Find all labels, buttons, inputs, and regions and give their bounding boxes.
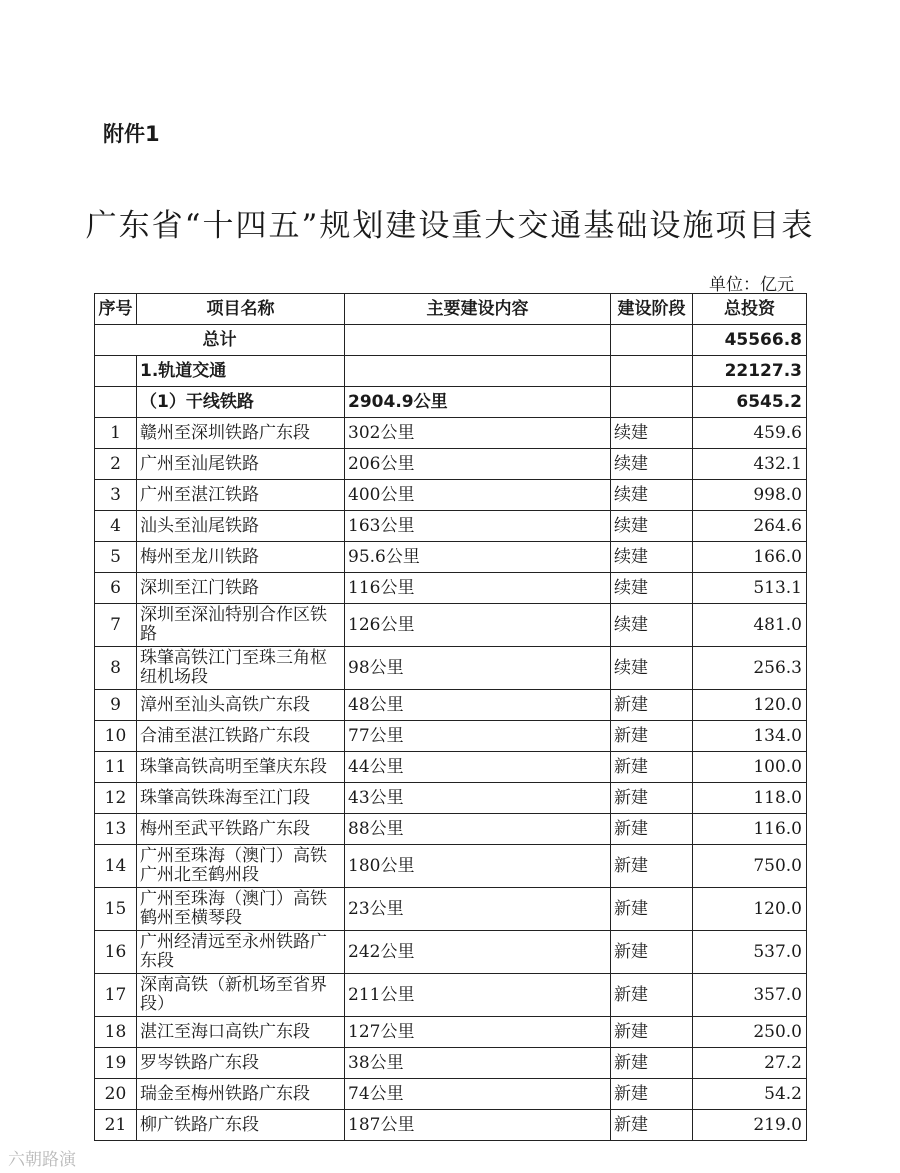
row-no: 7: [95, 604, 137, 647]
row-amount: 219.0: [693, 1110, 807, 1141]
row-content: 43公里: [345, 783, 611, 814]
row-name: 广州至汕尾铁路: [137, 449, 345, 480]
row-amount: 264.6: [693, 511, 807, 542]
row-content: 400公里: [345, 480, 611, 511]
table-row: [95, 690, 807, 721]
header-content: 主要建设内容: [345, 294, 611, 325]
row-content: 187公里: [345, 1110, 611, 1141]
category-label: 1.轨道交通: [137, 356, 345, 387]
row-no: 3: [95, 480, 137, 511]
header-no: 序号: [95, 294, 137, 325]
row-amount: 432.1: [693, 449, 807, 480]
subcategory-stage: [611, 387, 693, 418]
row-no: 16: [95, 931, 137, 974]
row-amount: 116.0: [693, 814, 807, 845]
row-content: 88公里: [345, 814, 611, 845]
row-no: 12: [95, 783, 137, 814]
subcategory-content: 2904.9公里: [345, 387, 611, 418]
row-amount: 459.6: [693, 418, 807, 449]
row-stage: 新建: [611, 974, 693, 1017]
row-stage: 续建: [611, 604, 693, 647]
row-content: 77公里: [345, 721, 611, 752]
row-no: 5: [95, 542, 137, 573]
row-name: 深圳至江门铁路: [137, 573, 345, 604]
row-no: 14: [95, 845, 137, 888]
row-name: 柳广铁路广东段: [137, 1110, 345, 1141]
row-amount: 513.1: [693, 573, 807, 604]
row-name: 深南高铁（新机场至省界段）: [137, 974, 345, 1017]
row-no: 19: [95, 1048, 137, 1079]
attachment-label: 附件1: [103, 122, 160, 146]
row-no: 20: [95, 1079, 137, 1110]
table-row: [95, 1079, 807, 1110]
row-content: 23公里: [345, 888, 611, 931]
category-no: [95, 356, 137, 387]
row-content: 211公里: [345, 974, 611, 1017]
table-row: [95, 721, 807, 752]
row-no: 21: [95, 1110, 137, 1141]
table-row: [95, 783, 807, 814]
row-content: 98公里: [345, 647, 611, 690]
row-stage: 新建: [611, 1110, 693, 1141]
row-stage: 新建: [611, 845, 693, 888]
page-title: 广东省“十四五”规划建设重大交通基础设施项目表: [85, 208, 815, 244]
table-row: [95, 1110, 807, 1141]
row-content: 180公里: [345, 845, 611, 888]
row-name: 湛江至海口高铁广东段: [137, 1017, 345, 1048]
row-no: 6: [95, 573, 137, 604]
row-content: 126公里: [345, 604, 611, 647]
row-name: 珠肇高铁珠海至江门段: [137, 783, 345, 814]
row-stage: 新建: [611, 721, 693, 752]
category-amount: 22127.3: [693, 356, 807, 387]
header-amount: 总投资: [693, 294, 807, 325]
row-content: 48公里: [345, 690, 611, 721]
table-row: [95, 845, 807, 888]
header-stage: 建设阶段: [611, 294, 693, 325]
table-row: [95, 931, 807, 974]
table-row: [95, 480, 807, 511]
row-no: 17: [95, 974, 137, 1017]
row-name: 珠肇高铁江门至珠三角枢纽机场段: [137, 647, 345, 690]
row-amount: 134.0: [693, 721, 807, 752]
row-stage: 续建: [611, 647, 693, 690]
table-row: [95, 814, 807, 845]
row-name: 合浦至湛江铁路广东段: [137, 721, 345, 752]
row-no: 8: [95, 647, 137, 690]
row-no: 9: [95, 690, 137, 721]
table-row: [95, 647, 807, 690]
row-stage: 新建: [611, 1017, 693, 1048]
row-stage: 新建: [611, 814, 693, 845]
row-content: 44公里: [345, 752, 611, 783]
row-name: 广州至湛江铁路: [137, 480, 345, 511]
row-amount: 250.0: [693, 1017, 807, 1048]
row-amount: 357.0: [693, 974, 807, 1017]
subcategory-amount: 6545.2: [693, 387, 807, 418]
row-name: 瑞金至梅州铁路广东段: [137, 1079, 345, 1110]
row-no: 4: [95, 511, 137, 542]
table-row: [95, 573, 807, 604]
row-content: 116公里: [345, 573, 611, 604]
category-stage: [611, 356, 693, 387]
header-name: 项目名称: [137, 294, 345, 325]
table-row: [95, 1048, 807, 1079]
row-stage: 续建: [611, 542, 693, 573]
row-content: 242公里: [345, 931, 611, 974]
row-stage: 新建: [611, 783, 693, 814]
category-row: [95, 356, 807, 387]
row-name: 广州至珠海（澳门）高铁广州北至鹤州段: [137, 845, 345, 888]
table-row: [95, 511, 807, 542]
table-row: [95, 418, 807, 449]
subcategory-label: （1）干线铁路: [137, 387, 345, 418]
watermark: 六朝路演: [8, 1150, 76, 1170]
row-name: 深圳至深汕特别合作区铁路: [137, 604, 345, 647]
row-content: 38公里: [345, 1048, 611, 1079]
total-row: [95, 325, 807, 356]
row-stage: 新建: [611, 931, 693, 974]
row-no: 10: [95, 721, 137, 752]
row-name: 梅州至武平铁路广东段: [137, 814, 345, 845]
row-amount: 256.3: [693, 647, 807, 690]
row-content: 163公里: [345, 511, 611, 542]
row-content: 74公里: [345, 1079, 611, 1110]
total-content: [345, 325, 611, 356]
table-row: [95, 752, 807, 783]
table-row: [95, 888, 807, 931]
row-amount: 998.0: [693, 480, 807, 511]
row-stage: 新建: [611, 1079, 693, 1110]
total-amount: 45566.8: [693, 325, 807, 356]
table-row: [95, 604, 807, 647]
row-stage: 续建: [611, 480, 693, 511]
category-content: [345, 356, 611, 387]
row-name: 广州至珠海（澳门）高铁鹤州至横琴段: [137, 888, 345, 931]
row-stage: 续建: [611, 511, 693, 542]
row-name: 漳州至汕头高铁广东段: [137, 690, 345, 721]
row-no: 2: [95, 449, 137, 480]
row-stage: 新建: [611, 888, 693, 931]
row-content: 302公里: [345, 418, 611, 449]
row-name: 罗岑铁路广东段: [137, 1048, 345, 1079]
row-stage: 新建: [611, 1048, 693, 1079]
row-amount: 120.0: [693, 690, 807, 721]
table-row: [95, 1017, 807, 1048]
total-stage: [611, 325, 693, 356]
row-stage: 续建: [611, 573, 693, 604]
row-stage: 续建: [611, 449, 693, 480]
row-content: 127公里: [345, 1017, 611, 1048]
row-content: 206公里: [345, 449, 611, 480]
row-stage: 新建: [611, 752, 693, 783]
table-row: [95, 542, 807, 573]
row-name: 梅州至龙川铁路: [137, 542, 345, 573]
row-name: 珠肇高铁高明至肇庆东段: [137, 752, 345, 783]
row-amount: 118.0: [693, 783, 807, 814]
row-stage: 新建: [611, 690, 693, 721]
row-content: 95.6公里: [345, 542, 611, 573]
row-amount: 54.2: [693, 1079, 807, 1110]
row-amount: 120.0: [693, 888, 807, 931]
total-label: 总计: [95, 325, 345, 356]
subcategory-no: [95, 387, 137, 418]
row-no: 1: [95, 418, 137, 449]
row-stage: 续建: [611, 418, 693, 449]
row-amount: 166.0: [693, 542, 807, 573]
projects-table: [94, 293, 807, 1141]
table-row: [95, 449, 807, 480]
row-amount: 750.0: [693, 845, 807, 888]
row-amount: 537.0: [693, 931, 807, 974]
row-no: 18: [95, 1017, 137, 1048]
row-amount: 27.2: [693, 1048, 807, 1079]
row-name: 广州经清远至永州铁路广东段: [137, 931, 345, 974]
row-no: 11: [95, 752, 137, 783]
table-row: [95, 974, 807, 1017]
unit-label: 单位：亿元: [709, 275, 794, 295]
table-header-row: [95, 294, 807, 325]
row-name: 汕头至汕尾铁路: [137, 511, 345, 542]
row-amount: 100.0: [693, 752, 807, 783]
row-no: 15: [95, 888, 137, 931]
subcategory-row: [95, 387, 807, 418]
row-amount: 481.0: [693, 604, 807, 647]
row-no: 13: [95, 814, 137, 845]
row-name: 赣州至深圳铁路广东段: [137, 418, 345, 449]
